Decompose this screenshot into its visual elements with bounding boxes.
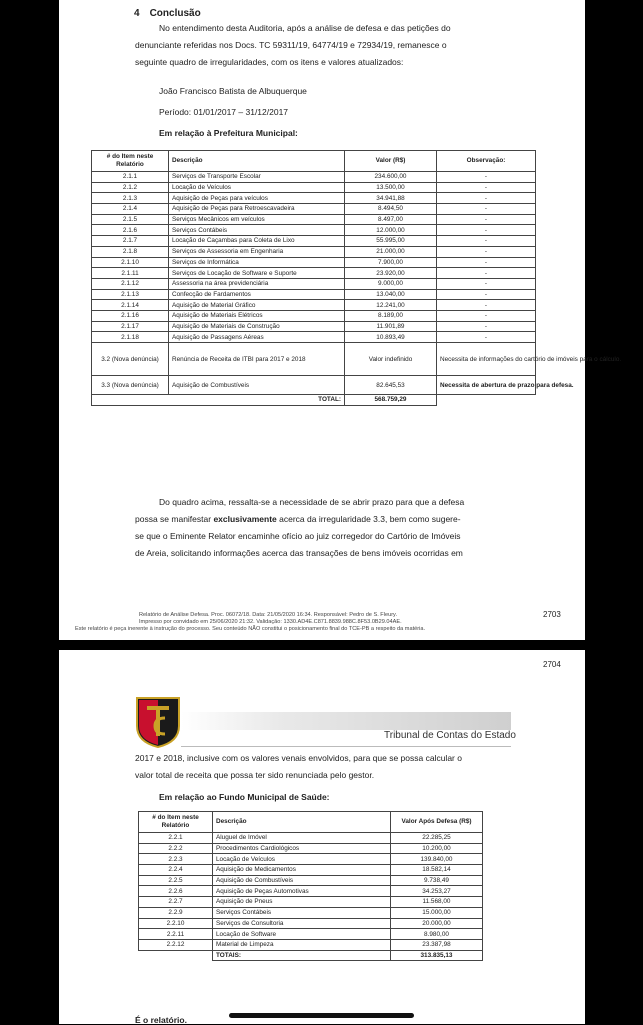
table-row bbox=[92, 214, 536, 225]
description-cell: Serviços de Transporte Escolar bbox=[169, 172, 345, 183]
section-heading bbox=[134, 8, 201, 19]
item-cell: 2.2.1 bbox=[139, 833, 213, 844]
table-row bbox=[139, 897, 483, 908]
responsible-name: João Francisco Batista de Albuquerque bbox=[159, 86, 307, 96]
value-cell: 20.000,00 bbox=[391, 918, 483, 929]
period: Período: 01/01/2017 – 31/12/2017 bbox=[159, 107, 289, 117]
description-cell: Aquisição de Materiais Elétricos bbox=[169, 310, 345, 321]
home-indicator[interactable] bbox=[229, 1013, 414, 1018]
item-cell: 2.2.3 bbox=[139, 854, 213, 865]
table-row bbox=[92, 332, 536, 343]
item-cell: 2.2.9 bbox=[139, 907, 213, 918]
total-label: TOTAIS: bbox=[213, 950, 391, 961]
document-page-1 bbox=[59, 0, 622, 640]
value-cell: 18.582,14 bbox=[391, 865, 483, 876]
emphasis-text: exclusivamente bbox=[213, 514, 277, 524]
description-cell: Aquisição de Materiais de Construção bbox=[169, 321, 345, 332]
header-value: Valor Após Defesa (R$) bbox=[391, 812, 483, 833]
total-value: 313.835,13 bbox=[391, 950, 483, 961]
table-row bbox=[92, 225, 536, 236]
value-cell: 12.241,00 bbox=[345, 300, 437, 311]
description-cell: Confecção de Fardamentos bbox=[169, 289, 345, 300]
table-row bbox=[139, 886, 483, 897]
value-cell: 15.000,00 bbox=[391, 907, 483, 918]
description-cell: Serviços Contábeis bbox=[213, 907, 391, 918]
value-cell: 13.040,00 bbox=[345, 289, 437, 300]
value-cell: 139.840,00 bbox=[391, 854, 483, 865]
section-number: 4 bbox=[134, 8, 140, 19]
table-header-row bbox=[92, 151, 536, 172]
table-row bbox=[92, 289, 536, 300]
table-row bbox=[139, 854, 483, 865]
value-cell: 10.200,00 bbox=[391, 843, 483, 854]
item-cell: 2.1.3 bbox=[92, 193, 169, 204]
banner-divider bbox=[181, 746, 511, 747]
text-segment: possa se manifestar bbox=[135, 514, 214, 524]
observation-cell: - bbox=[437, 268, 536, 279]
value-cell: 21.000,00 bbox=[345, 246, 437, 257]
description-cell: Serviços de Locação de Software e Suporte bbox=[169, 268, 345, 279]
description-cell: Aquisição de Pneus bbox=[213, 897, 391, 908]
value-cell: 8.494,50 bbox=[345, 204, 437, 215]
table-subheading: Em relação ao Fundo Municipal de Saúde: bbox=[159, 792, 330, 802]
value-cell: 10.893,49 bbox=[345, 332, 437, 343]
table-row bbox=[92, 376, 536, 395]
table-row bbox=[139, 918, 483, 929]
observation-cell: - bbox=[437, 193, 536, 204]
value-cell: 12.000,00 bbox=[345, 225, 437, 236]
description-cell: Material de Limpeza bbox=[213, 939, 391, 950]
tce-logo-icon bbox=[135, 696, 181, 748]
description-cell: Serviços de Assessoria em Engenharia bbox=[169, 246, 345, 257]
table-row bbox=[92, 268, 536, 279]
intro-line: seguinte quadro de irregularidades, com os itens e valores atualizados: bbox=[135, 57, 404, 67]
document-page-2 bbox=[59, 650, 585, 1024]
text-segment: acerca da irregularidade 3.3, bem como sugere- bbox=[276, 514, 461, 524]
description-cell: Aquisição de Peças para veículos bbox=[169, 193, 345, 204]
table-row bbox=[92, 172, 536, 183]
fundo-saude-table bbox=[138, 811, 483, 961]
table-subheading: Em relação à Prefeitura Municipal: bbox=[159, 128, 298, 138]
observation-cell: Necessita de abertura de prazo para defesa. bbox=[437, 376, 536, 395]
item-cell: 2.1.5 bbox=[92, 214, 169, 225]
description-cell: Serviços de Consultoria bbox=[213, 918, 391, 929]
continuation-paragraph bbox=[135, 750, 547, 784]
header-description: Descrição bbox=[213, 812, 391, 833]
description-cell: Locação de Caçambas para Coleta de Lixo bbox=[169, 236, 345, 247]
description-cell: Aquisição de Medicamentos bbox=[213, 865, 391, 876]
value-cell: 8.189,00 bbox=[345, 310, 437, 321]
item-cell: 3.3 (Nova denúncia) bbox=[92, 376, 169, 395]
value-cell: 7.900,00 bbox=[345, 257, 437, 268]
closing-text: É o relatório. bbox=[135, 1015, 187, 1025]
header-observation: Observação: bbox=[437, 151, 536, 172]
observation-cell: - bbox=[437, 257, 536, 268]
table-row bbox=[92, 321, 536, 332]
total-row bbox=[92, 395, 536, 406]
description-cell: Locação de Veículos bbox=[169, 182, 345, 193]
intro-paragraph bbox=[135, 20, 547, 71]
item-cell: 2.2.6 bbox=[139, 886, 213, 897]
intro-line: denunciante referidas nos Docs. TC 59311/19, 64774/19 e 72934/19, remanesce o bbox=[135, 40, 447, 50]
item-cell: 2.1.1 bbox=[92, 172, 169, 183]
description-cell: Aquisição de Combustíveis bbox=[213, 875, 391, 886]
value-cell: 55.995,00 bbox=[345, 236, 437, 247]
description-cell: Serviços Mecânicos em veículos bbox=[169, 214, 345, 225]
value-cell: 234.600,00 bbox=[345, 172, 437, 183]
value-cell: 9.000,00 bbox=[345, 278, 437, 289]
item-cell: 2.1.13 bbox=[92, 289, 169, 300]
analysis-paragraph bbox=[135, 494, 547, 562]
table-row bbox=[92, 246, 536, 257]
continuation-line: valor total de receita que possa ter sido renunciada pelo gestor. bbox=[135, 770, 375, 780]
description-cell: Aquisição de Peças Automotivas bbox=[213, 886, 391, 897]
item-cell: 2.2.12 bbox=[139, 939, 213, 950]
observation-cell: - bbox=[437, 310, 536, 321]
item-cell: 2.2.2 bbox=[139, 843, 213, 854]
value-cell: 23.387,98 bbox=[391, 939, 483, 950]
table-row bbox=[92, 343, 536, 376]
header-banner bbox=[181, 712, 511, 730]
observation-cell: - bbox=[437, 289, 536, 300]
description-cell: Serviços Contábeis bbox=[169, 225, 345, 236]
table-row bbox=[92, 193, 536, 204]
value-cell: 11.901,89 bbox=[345, 321, 437, 332]
item-cell: 2.1.6 bbox=[92, 225, 169, 236]
table-row bbox=[92, 278, 536, 289]
description-cell: Procedimentos Cardiológicos bbox=[213, 843, 391, 854]
total-row bbox=[139, 950, 483, 961]
item-cell: 2.1.14 bbox=[92, 300, 169, 311]
item-cell: 3.2 (Nova denúncia) bbox=[92, 343, 169, 376]
value-cell: Valor indefinido bbox=[345, 343, 437, 376]
footer-line: Impresso por convidado em 25/06/2020 21:32. Validação: 1330.AD4E.C871.8839.988C.8F53.0B29.04AE. bbox=[139, 619, 402, 625]
header-value: Valor (R$) bbox=[345, 151, 437, 172]
observation-cell: - bbox=[437, 278, 536, 289]
item-cell: 2.1.7 bbox=[92, 236, 169, 247]
value-cell: 22.285,25 bbox=[391, 833, 483, 844]
item-cell: 2.2.4 bbox=[139, 865, 213, 876]
header-description: Descrição bbox=[169, 151, 345, 172]
prefeitura-table bbox=[91, 150, 622, 406]
item-cell: 2.2.11 bbox=[139, 929, 213, 940]
description-cell: Aquisição de Passagens Aéreas bbox=[169, 332, 345, 343]
item-cell: 2.1.11 bbox=[92, 268, 169, 279]
description-cell: Aluguel de Imóvel bbox=[213, 833, 391, 844]
observation-cell: - bbox=[437, 225, 536, 236]
observation-cell: - bbox=[437, 172, 536, 183]
table-row bbox=[139, 875, 483, 886]
total-value: 568.759,29 bbox=[345, 395, 437, 406]
value-cell: 11.568,00 bbox=[391, 897, 483, 908]
description-cell: Assessoria na área previdenciária bbox=[169, 278, 345, 289]
observation-cell: Necessita de informações do cartório de imóveis para o cálculo. bbox=[437, 343, 536, 376]
observation-cell: - bbox=[437, 214, 536, 225]
value-cell: 9.738,49 bbox=[391, 875, 483, 886]
value-cell: 8.980,00 bbox=[391, 929, 483, 940]
value-cell: 82.645,53 bbox=[345, 376, 437, 395]
observation-cell: - bbox=[437, 204, 536, 215]
footer-line: Relatório de Análise Defesa. Proc. 06072/18. Data: 21/05/2020 16:34. Responsável: Pedro de S. Fleury. bbox=[139, 612, 397, 618]
header-item: # do Item neste Relatório bbox=[92, 151, 169, 172]
item-cell: 2.1.17 bbox=[92, 321, 169, 332]
table-row bbox=[139, 843, 483, 854]
description-cell: Aquisição de Peças para Retroescavadeira bbox=[169, 204, 345, 215]
analysis-line: Do quadro acima, ressalta-se a necessidade de se abrir prazo para que a defesa bbox=[159, 497, 465, 507]
analysis-line bbox=[135, 511, 547, 528]
intro-line: No entendimento desta Auditoria, após a análise de defesa e das petições do bbox=[159, 23, 451, 33]
table-row bbox=[92, 300, 536, 311]
description-cell: Serviços de Informática bbox=[169, 257, 345, 268]
page-number: 2704 bbox=[543, 660, 561, 669]
institution-name: Tribunal de Contas do Estado bbox=[384, 730, 516, 741]
observation-cell: - bbox=[437, 236, 536, 247]
item-cell: 2.1.2 bbox=[92, 182, 169, 193]
table-header-row bbox=[139, 812, 483, 833]
section-title: Conclusão bbox=[149, 8, 201, 19]
table-row bbox=[139, 929, 483, 940]
description-cell: Renúncia de Receita de ITBI para 2017 e 2018 bbox=[169, 343, 345, 376]
analysis-line: de Areia, solicitando informações acerca das transações de bens imóveis ocorridas em bbox=[135, 548, 463, 558]
footer-line: Este relatório é peça inerente à instrução do processo. Seu conteúdo NÃO constitui o posicionamento final do TCE-PB a respeito da matéria. bbox=[75, 626, 426, 632]
item-cell: 2.2.7 bbox=[139, 897, 213, 908]
table-row bbox=[92, 204, 536, 215]
item-cell: 2.1.8 bbox=[92, 246, 169, 257]
value-cell: 34.253,27 bbox=[391, 886, 483, 897]
item-cell: 2.1.4 bbox=[92, 204, 169, 215]
observation-cell: - bbox=[437, 300, 536, 311]
header-item: # do Item neste Relatório bbox=[139, 812, 213, 833]
description-cell: Locação de Veículos bbox=[213, 854, 391, 865]
observation-cell: - bbox=[437, 321, 536, 332]
description-cell: Aquisição de Material Gráfico bbox=[169, 300, 345, 311]
table-row bbox=[139, 939, 483, 950]
item-cell: 2.1.18 bbox=[92, 332, 169, 343]
value-cell: 13.500,00 bbox=[345, 182, 437, 193]
table-row bbox=[92, 310, 536, 321]
value-cell: 8.497,00 bbox=[345, 214, 437, 225]
blank-cell bbox=[437, 395, 536, 406]
table-row bbox=[92, 182, 536, 193]
item-cell: 2.1.16 bbox=[92, 310, 169, 321]
table-row bbox=[139, 865, 483, 876]
observation-cell: - bbox=[437, 246, 536, 257]
observation-cell: - bbox=[437, 182, 536, 193]
continuation-line: 2017 e 2018, inclusive com os valores venais envolvidos, para que se possa calcular o bbox=[135, 753, 462, 763]
item-cell: 2.1.10 bbox=[92, 257, 169, 268]
table-row bbox=[92, 257, 536, 268]
observation-cell: - bbox=[437, 332, 536, 343]
item-cell: 2.2.5 bbox=[139, 875, 213, 886]
total-label: TOTAL: bbox=[92, 395, 345, 406]
blank-cell bbox=[139, 950, 213, 961]
value-cell: 34.941,88 bbox=[345, 193, 437, 204]
item-cell: 2.2.10 bbox=[139, 918, 213, 929]
table-row bbox=[139, 907, 483, 918]
analysis-line: se que o Eminente Relator encaminhe ofício ao juiz corregedor do Cartório de Imóveis bbox=[135, 531, 461, 541]
description-cell: Locação de Software bbox=[213, 929, 391, 940]
item-cell: 2.1.12 bbox=[92, 278, 169, 289]
value-cell: 23.920,00 bbox=[345, 268, 437, 279]
table-row bbox=[139, 833, 483, 844]
table-row bbox=[92, 236, 536, 247]
page-number: 2703 bbox=[543, 610, 561, 619]
description-cell: Aquisição de Combustíveis bbox=[169, 376, 345, 395]
